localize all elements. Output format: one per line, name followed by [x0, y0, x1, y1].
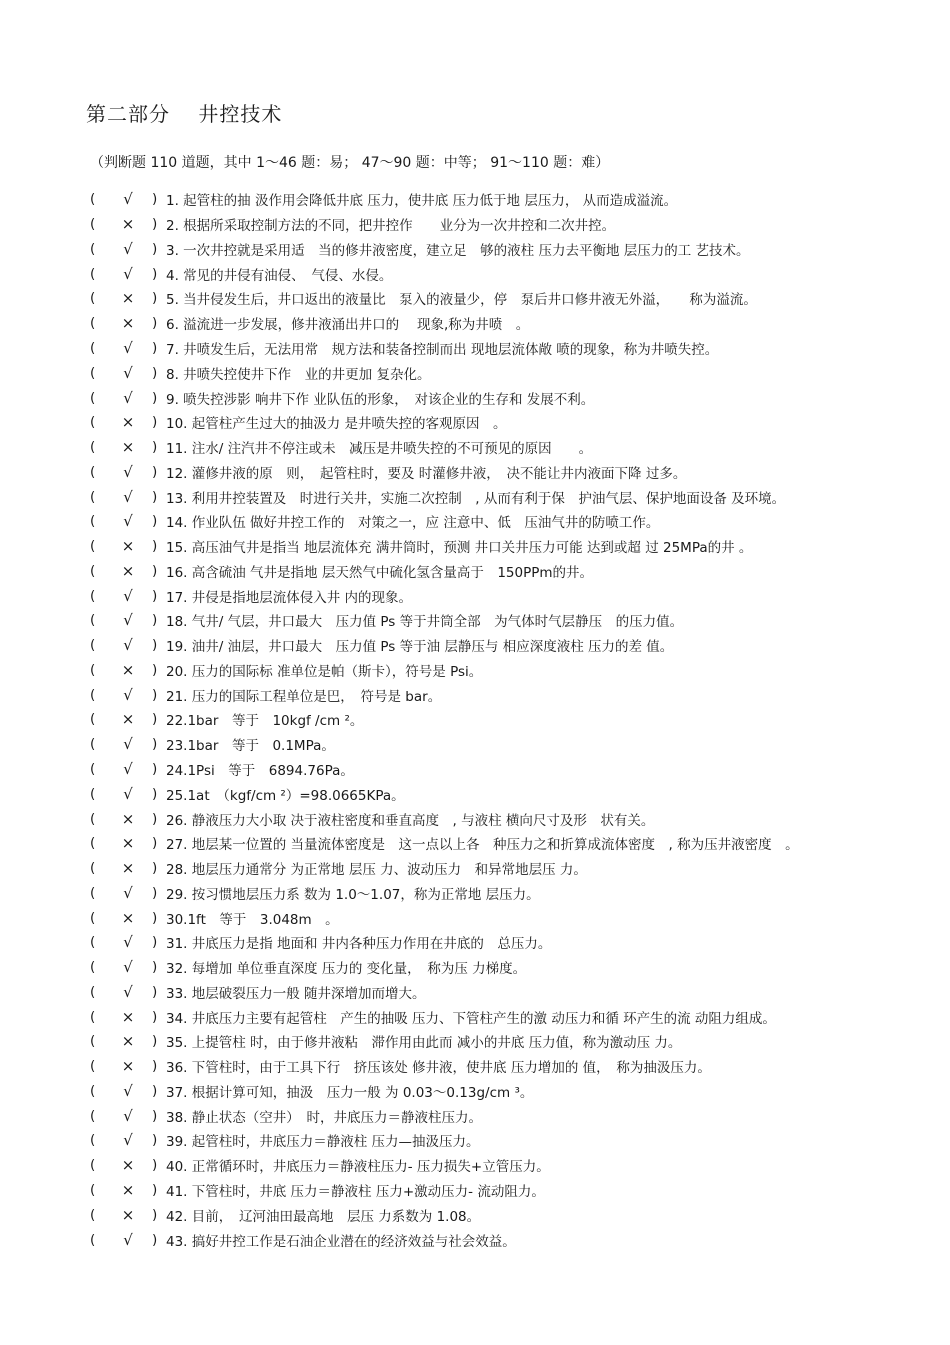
question-text: 32. 每增加 单位垂直深度 压力的 变化量， 称为压 力梯度。 [166, 961, 527, 978]
question-text: 37. 根据计算可知，抽汲 压力一般 为 0.03～0.13g/cm ³。 [166, 1084, 534, 1101]
close-paren: ) [152, 513, 158, 530]
question-text: 18. 气井/ 气层，井口最大 压力值 Ps 等于井筒全部 为气体时气层静压 的压力值。 [166, 614, 684, 631]
open-paren: ( [90, 686, 96, 703]
answer-mark: × [121, 561, 135, 580]
open-paren: ( [90, 1082, 96, 1099]
question-text: 7. 井喷发生后，无法用常 规方法和装备控制而出 现地层流体敞 喷的现象，称为井喷失控。 [166, 341, 719, 358]
question-text: 19. 油井/ 油层，井口最大 压力值 Ps 等于油 层静压与 相应深度液柱 压力的差 值。 [166, 639, 674, 656]
question-item [90, 707, 890, 732]
close-paren: ) [152, 810, 158, 827]
open-paren: ( [90, 1008, 96, 1025]
close-paren: ) [152, 686, 158, 703]
open-paren: ( [90, 1132, 96, 1149]
question-text: 6. 溢流进一步发展，修井液涌出井口的 现象,称为井喷 。 [166, 317, 530, 334]
open-paren: ( [90, 315, 96, 332]
question-text: 38. 静止状态（空井） 时，井底压力＝静液柱压力。 [166, 1109, 483, 1126]
answer-mark: √ [123, 636, 133, 655]
open-paren: ( [90, 983, 96, 1000]
answer-mark: √ [123, 586, 133, 605]
question-text: 12. 灌修井液的原 则， 起管柱时，要及 时灌修井液， 决不能让井内液面下降 过多。 [166, 465, 687, 482]
question-item [90, 237, 890, 262]
question-item [90, 336, 890, 361]
close-paren: ) [152, 414, 158, 431]
question-item [90, 311, 890, 336]
close-paren: ) [152, 1206, 158, 1223]
question-text: 25.1at （kgf/cm ²）=98.0665KPa。 [166, 787, 405, 804]
close-paren: ) [152, 934, 158, 951]
answer-mark: × [121, 1156, 135, 1175]
question-text: 11. 注水/ 注汽井不停注或未 减压是井喷失控的不可预见的原因 。 [166, 441, 593, 458]
close-paren: ) [152, 637, 158, 654]
open-paren: ( [90, 1058, 96, 1075]
answer-mark: √ [123, 388, 133, 407]
close-paren: ) [152, 587, 158, 604]
answer-mark: × [121, 908, 135, 927]
open-paren: ( [90, 339, 96, 356]
question-text: 17. 井侵是指地层流体侵入井 内的现象。 [166, 589, 413, 606]
answer-mark: √ [123, 958, 133, 977]
question-item [90, 1227, 890, 1252]
question-text: 27. 地层某一位置的 当量流体密度是 这一点以上各 种压力之和折算成流体密度 , 称为压井液密度 。 [166, 837, 799, 854]
close-paren: ) [152, 439, 158, 456]
open-paren: ( [90, 1231, 96, 1248]
question-item [90, 1054, 890, 1079]
question-text: 29. 按习惯地层压力系 数为 1.0～1.07，称为正常地 层压力。 [166, 886, 540, 903]
question-text: 43. 搞好井控工作是石油企业潜在的经济效益与社会效益。 [166, 1233, 516, 1250]
open-paren: ( [90, 736, 96, 753]
close-paren: ) [152, 736, 158, 753]
open-paren: ( [90, 760, 96, 777]
question-item [90, 1128, 890, 1153]
close-paren: ) [152, 290, 158, 307]
open-paren: ( [90, 414, 96, 431]
question-text: 40. 正常循环时，井底压力＝静液柱压力- 压力损失+立管压力。 [166, 1159, 550, 1176]
close-paren: ) [152, 1058, 158, 1075]
question-item [90, 261, 890, 286]
open-paren: ( [90, 860, 96, 877]
answer-mark: × [121, 314, 135, 333]
close-paren: ) [152, 562, 158, 579]
close-paren: ) [152, 1082, 158, 1099]
question-item [90, 682, 890, 707]
question-text: 28. 地层压力通常分 为正常地 层压 力、波动压力 和异常地层压 力。 [166, 862, 587, 879]
open-paren: ( [90, 810, 96, 827]
question-text: 20. 压力的国际标 准单位是帕（斯卡），符号是 Psi。 [166, 663, 483, 680]
open-paren: ( [90, 1182, 96, 1198]
answer-mark: √ [123, 338, 133, 357]
question-text: 36. 下管柱时，由于工具下行 挤压该处 修井液，使井底 压力增加的 值， 称为抽汲压力。 [166, 1060, 711, 1077]
open-paren: ( [90, 934, 96, 951]
open-paren: ( [90, 463, 96, 480]
answer-mark: √ [123, 1131, 133, 1150]
close-paren: ) [152, 1033, 158, 1050]
open-paren: ( [90, 488, 96, 505]
question-text: 15. 高压油气井是指当 地层流体充 满井筒时，预测 井口关井压力可能 达到或超 过 25MPa的井 。 [166, 540, 753, 557]
answer-mark: × [121, 660, 135, 679]
open-paren: ( [90, 240, 96, 257]
open-paren: ( [90, 1206, 96, 1223]
close-paren: ) [152, 1231, 158, 1248]
question-text: 34. 井底压力主要有起管柱 产生的抽吸 压力、下管柱产生的激 动压力和循 环产生的流 动阻力组成。 [166, 1010, 776, 1027]
answer-mark: √ [123, 1230, 133, 1249]
answer-mark: √ [123, 933, 133, 952]
open-paren: ( [90, 612, 96, 629]
question-item [90, 732, 890, 757]
close-paren: ) [152, 240, 158, 257]
close-paren: ) [152, 463, 158, 480]
question-item [90, 806, 890, 831]
question-item [90, 1153, 890, 1178]
question-text: 30.1ft 等于 3.048m 。 [166, 911, 339, 928]
open-paren: ( [90, 439, 96, 456]
question-item [90, 385, 890, 410]
close-paren: ) [152, 315, 158, 332]
question-text: 33. 地层破裂压力一般 随井深增加而增大。 [166, 985, 426, 1002]
open-paren: ( [90, 884, 96, 901]
question-item [90, 781, 890, 806]
question-scope-note: （判断题 110 道题，其中 1～46 题：易； 47～90 题：中等； 91～110 题：难） [90, 155, 610, 171]
close-paren: ) [152, 216, 158, 233]
question-text: 9. 喷失控涉影 响井下作 业队伍的形象， 对该企业的生存和 发展不利。 [166, 391, 595, 408]
close-paren: ) [152, 760, 158, 777]
answer-mark: × [121, 1032, 135, 1051]
question-text: 13. 利用井控装置及 时进行关井，实施二次控制 , 从而有利于保 护油气层、保护地面设备 及环境。 [166, 490, 786, 507]
close-paren: ) [152, 488, 158, 505]
question-text: 31. 井底压力是指 地面和 井内各种压力作用在井底的 总压力。 [166, 936, 552, 953]
answer-mark: √ [123, 190, 133, 209]
close-paren: ) [152, 909, 158, 926]
question-item [90, 633, 890, 658]
close-paren: ) [152, 835, 158, 852]
close-paren: ) [152, 1157, 158, 1174]
question-text: 10. 起管柱产生过大的抽汲力 是井喷失控的客观原因 。 [166, 416, 507, 433]
answer-mark: × [121, 1057, 135, 1076]
close-paren: ) [152, 339, 158, 356]
answer-mark: × [121, 215, 135, 234]
question-text: 14. 作业队伍 做好井控工作的 对策之一，应 注意中、低 压油气井的防喷工作。 [166, 515, 660, 532]
close-paren: ) [152, 884, 158, 901]
question-item [90, 360, 890, 385]
open-paren: ( [90, 959, 96, 976]
question-item [90, 658, 890, 683]
answer-mark: √ [123, 685, 133, 704]
question-item [90, 880, 890, 905]
answer-mark: × [121, 289, 135, 308]
answer-mark: √ [123, 512, 133, 531]
answer-mark: √ [123, 611, 133, 630]
question-text: 39. 起管柱时，井底压力＝静液柱 压力—抽汲压力。 [166, 1134, 480, 1151]
open-paren: ( [90, 711, 96, 728]
open-paren: ( [90, 513, 96, 530]
answer-mark: √ [123, 784, 133, 803]
question-item [90, 534, 890, 559]
answer-mark: × [121, 710, 135, 729]
close-paren: ) [152, 1182, 158, 1198]
open-paren: ( [90, 389, 96, 406]
answer-mark: √ [123, 982, 133, 1001]
close-paren: ) [152, 1107, 158, 1124]
open-paren: ( [90, 290, 96, 307]
close-paren: ) [152, 661, 158, 678]
question-item [90, 187, 890, 212]
close-paren: ) [152, 711, 158, 728]
answer-mark: √ [123, 487, 133, 506]
answer-mark: √ [123, 735, 133, 754]
answer-mark: √ [123, 883, 133, 902]
question-item [90, 212, 890, 237]
question-text: 2. 根据所采取控制方法的不同，把井控作 业分为一次井控和二次井控。 [166, 218, 616, 235]
question-item [90, 831, 890, 856]
question-item [90, 905, 890, 930]
question-text: 41. 下管柱时，井底 压力＝静液柱 压力+激动压力- 流动阻力。 [166, 1184, 545, 1200]
question-item [90, 1029, 890, 1054]
close-paren: ) [152, 191, 158, 208]
page-title: 第二部分 井控技术 [86, 102, 283, 126]
close-paren: ) [152, 389, 158, 406]
open-paren: ( [90, 191, 96, 208]
question-item [90, 608, 890, 633]
answer-mark: × [121, 438, 135, 457]
close-paren: ) [152, 364, 158, 381]
open-paren: ( [90, 364, 96, 381]
answer-mark: √ [123, 264, 133, 283]
open-paren: ( [90, 538, 96, 555]
question-text: 42. 目前， 辽河油田最高地 层压 力系数为 1.08。 [166, 1208, 481, 1225]
question-text: 26. 静液压力大小取 决于液柱密度和垂直高度 , 与液柱 横向尺寸及形 状有关。 [166, 812, 655, 829]
question-item [90, 484, 890, 509]
question-item [90, 583, 890, 608]
open-paren: ( [90, 835, 96, 852]
question-item [90, 1202, 890, 1227]
open-paren: ( [90, 587, 96, 604]
answer-mark: × [121, 1205, 135, 1224]
question-text: 3. 一次井控就是采用适 当的修井液密度，建立足 够的液柱 压力去平衡地 层压力的工 艺技术。 [166, 242, 750, 259]
question-text: 1. 起管柱的抽 汲作用会降低井底 压力，使井底 压力低于地 层压力， 从而造成溢流。 [166, 193, 678, 210]
answer-mark: √ [123, 239, 133, 258]
open-paren: ( [90, 1157, 96, 1174]
close-paren: ) [152, 785, 158, 802]
close-paren: ) [152, 538, 158, 555]
question-text: 5. 当井侵发生后，井口返出的液量比 泵入的液量少，停 泵后井口修井液无外溢， 称为溢流。 [166, 292, 757, 309]
open-paren: ( [90, 1033, 96, 1050]
question-text: 24.1Psi 等于 6894.76Pa。 [166, 762, 354, 779]
answer-mark: × [121, 413, 135, 432]
question-text: 23.1bar 等于 0.1MPa。 [166, 738, 335, 755]
question-item [90, 459, 890, 484]
question-text: 22.1bar 等于 10kgf /cm ²。 [166, 713, 364, 730]
close-paren: ) [152, 612, 158, 629]
question-text: 4. 常见的井侵有油侵、 气侵、水侵。 [166, 267, 393, 284]
question-item [90, 930, 890, 955]
answer-mark: √ [123, 462, 133, 481]
close-paren: ) [152, 959, 158, 976]
question-item [90, 980, 890, 1005]
question-item [90, 1004, 890, 1029]
close-paren: ) [152, 860, 158, 877]
question-text: 16. 高含硫油 气井是指地 层天然气中硫化氢含量高于 150PPm的井。 [166, 564, 594, 581]
close-paren: ) [152, 1008, 158, 1025]
question-item [90, 955, 890, 980]
open-paren: ( [90, 265, 96, 282]
question-item [90, 286, 890, 311]
question-item [90, 757, 890, 782]
answer-mark: × [121, 1181, 135, 1199]
answer-mark: × [121, 1007, 135, 1026]
open-paren: ( [90, 562, 96, 579]
open-paren: ( [90, 785, 96, 802]
question-list [90, 187, 890, 1252]
answer-mark: √ [123, 1106, 133, 1125]
question-item [90, 856, 890, 881]
answer-mark: √ [123, 1081, 133, 1100]
answer-mark: √ [123, 363, 133, 382]
answer-mark: × [121, 834, 135, 853]
question-item [90, 1079, 890, 1104]
question-item [90, 1103, 890, 1128]
open-paren: ( [90, 216, 96, 233]
question-item [90, 1178, 890, 1203]
question-text: 35. 上提管柱 时，由于修井液粘 滞作用由此而 减小的井底 压力值，称为激动压 力。 [166, 1035, 682, 1052]
open-paren: ( [90, 1107, 96, 1124]
open-paren: ( [90, 637, 96, 654]
question-item [90, 558, 890, 583]
close-paren: ) [152, 1132, 158, 1149]
answer-mark: × [121, 537, 135, 556]
question-item [90, 410, 890, 435]
question-text: 8. 井喷失控使井下作 业的井更加 复杂化。 [166, 366, 431, 383]
question-item [90, 435, 890, 460]
answer-mark: × [121, 859, 135, 878]
open-paren: ( [90, 661, 96, 678]
answer-mark: × [121, 809, 135, 828]
question-text: 21. 压力的国际工程单位是巴， 符号是 bar。 [166, 688, 442, 705]
question-item [90, 509, 890, 534]
answer-mark: √ [123, 759, 133, 778]
open-paren: ( [90, 909, 96, 926]
close-paren: ) [152, 983, 158, 1000]
close-paren: ) [152, 265, 158, 282]
